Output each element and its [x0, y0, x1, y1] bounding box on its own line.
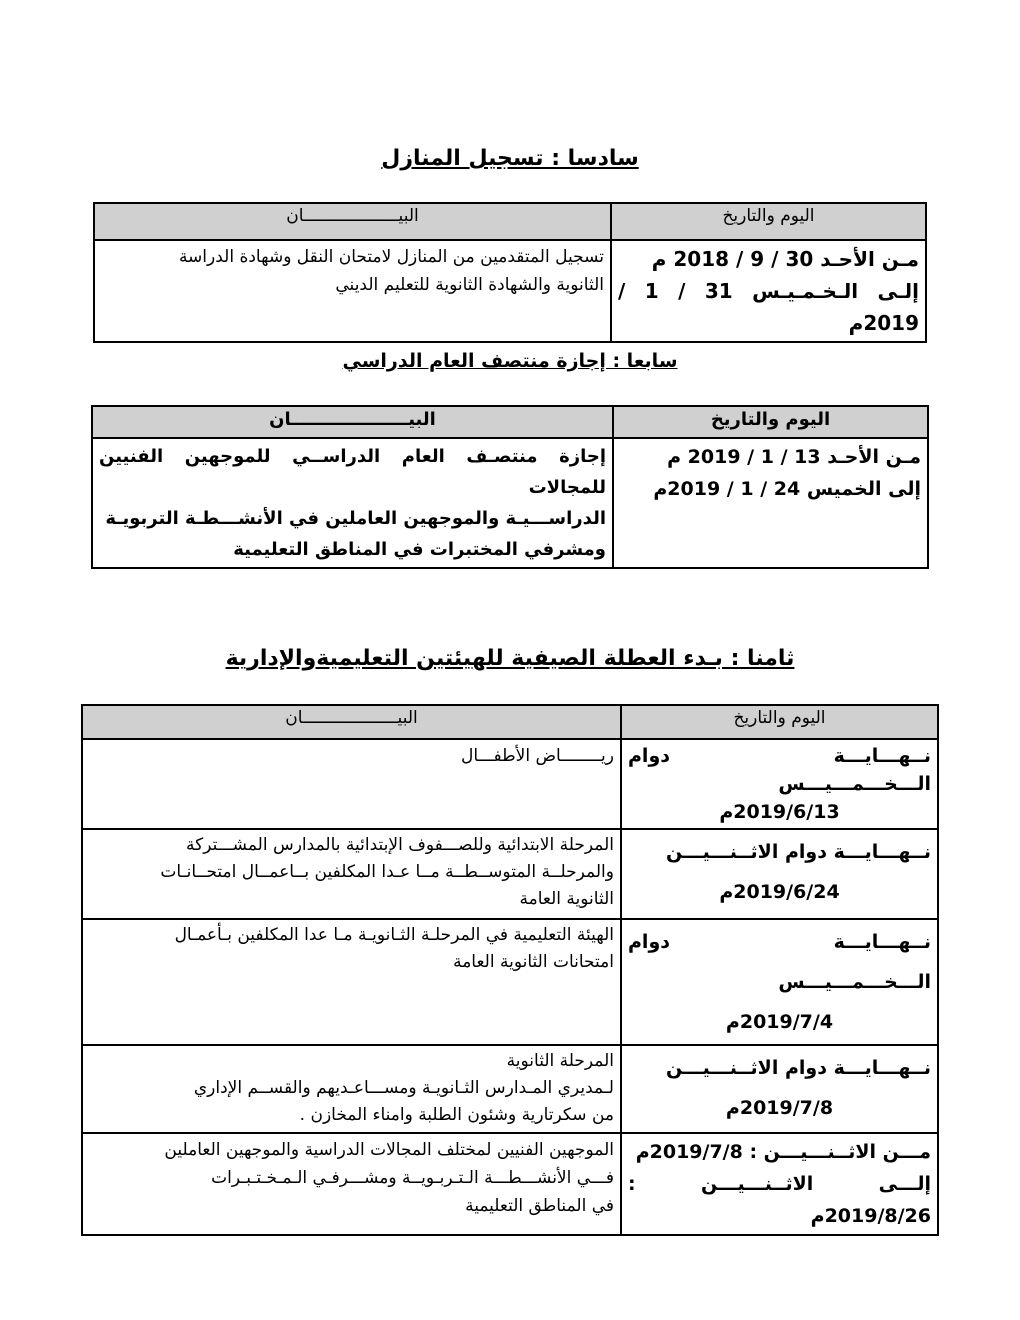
- date-line: مـن الأحـد 30 / 9 / 2018 م: [651, 247, 919, 271]
- col-header-date: اليوم والتاريخ: [621, 705, 938, 739]
- description-cell: [82, 1045, 621, 1133]
- date-cell: [613, 438, 928, 568]
- description-cell: [82, 829, 621, 919]
- col-header-date: اليوم والتاريخ: [613, 406, 928, 438]
- description-line: لـمديري المـدارس الثـانويـة ومســـاعـديهم والقســم الإداري: [193, 1078, 614, 1098]
- date-line: نــهـــايـــة دوام الاثــنـــيـــن: [665, 841, 931, 863]
- date-line: إلى الخميس 24 / 1 / 2019م: [653, 478, 921, 500]
- section7-table: [91, 405, 929, 569]
- date-line: 2019/6/13م: [719, 801, 840, 823]
- date-cell: [621, 1133, 938, 1235]
- date-line: نــهـــايـــة دوام الـــخـــمـــيـــس: [628, 745, 931, 795]
- date-cell: [611, 240, 926, 342]
- description-line: الدراســـيـة والموجهين العاملين في الأنشـــطـة التربويـة: [105, 508, 606, 529]
- description-line: المرحلة الثانوية: [506, 1051, 614, 1071]
- table-row: [94, 240, 926, 342]
- section6-title: سادسا : تسجيل المنازل: [381, 146, 639, 171]
- table-row: [82, 1045, 938, 1133]
- col-header-description: البيـــــــــــــــــــان: [94, 203, 611, 240]
- description-line: تسجيل المتقدمين من المنازل لامتحان النقل وشهادة الدراسة: [178, 247, 604, 267]
- date-cell: [621, 739, 938, 829]
- description-cell: [82, 739, 621, 829]
- description-line: امتحانات الثانوية العامة: [453, 952, 614, 972]
- date-cell: [621, 919, 938, 1045]
- date-line: نــهـــايـــة دوام الـــخـــمـــيـــس: [628, 931, 931, 993]
- col-header-description: البيـــــــــــــــــــان: [92, 406, 613, 438]
- date-cell: [621, 829, 938, 919]
- date-line: مـن الأحـد 13 / 1 / 2019 م: [667, 446, 921, 468]
- col-header-description: البيـــــــــــــــــــان: [82, 705, 621, 739]
- description-line: فـــي الأنشـــطـــة الـتـربـويــة ومشـــرفـي الـمـخـتـبـرات: [211, 1168, 614, 1188]
- section6-table: [93, 202, 927, 343]
- col-header-date: اليوم والتاريخ: [611, 203, 926, 240]
- description-line: الثانوية العامة: [519, 889, 614, 909]
- table-row: [82, 919, 938, 1045]
- description-line: إجازة منتصـف العام الدراســي للموجهين الفنيين للمجالات: [99, 446, 606, 498]
- description-line: والمرحلــة المتوســطــة مــا عـدا المكلفين بــاعمــال امتحــانـات: [160, 862, 614, 882]
- table-row: [82, 739, 938, 829]
- table-header-row: [94, 203, 926, 240]
- table-row: [92, 438, 928, 568]
- date-line: إلـى الـخـمـيـس 31 / 1 / 2019م: [618, 279, 919, 335]
- description-cell: [82, 1133, 621, 1235]
- description-cell: [82, 919, 621, 1045]
- date-line: 2019/7/8م: [725, 1097, 834, 1119]
- date-line: 2019/6/24م: [719, 881, 840, 903]
- description-line: الموجهين الفنيين لمختلف المجالات الدراسية والموجهين العاملين: [164, 1140, 614, 1160]
- description-line: المرحلة الابتدائية وللصـــفوف الإبتدائية بالمدارس المشـــتركة: [186, 835, 614, 855]
- description-line: ومشرفي المختبرات في المناطق التعليمية: [233, 539, 606, 560]
- date-line: نــهـــايـــة دوام الاثــنـــيـــن: [665, 1057, 931, 1079]
- description-line: ريــــــــاض الأطفـــال: [461, 746, 614, 766]
- section7-title: سابعا : إجازة منتصف العام الدراسي: [342, 350, 678, 372]
- table-header-row: [92, 406, 928, 438]
- date-cell: [621, 1045, 938, 1133]
- section8-title: ثامنا : بـدء العطلة الصيفية للهيئتين التعليميةوالإدارية: [225, 646, 795, 671]
- section8-table: [81, 704, 939, 1236]
- description-line: في المناطق التعليمية: [465, 1196, 614, 1216]
- description-line: من سكرتارية وشئون الطلبة وامناء المخازن .: [299, 1105, 614, 1125]
- date-line: 2019/7/4م: [725, 1011, 834, 1033]
- description-cell: [92, 438, 613, 568]
- date-line: إلـــى الاثــنـــيـــن : 2019/8/26م: [628, 1173, 931, 1227]
- description-line: الثانوية والشهادة الثانوية للتعليم الديني: [335, 275, 604, 295]
- table-row: [82, 829, 938, 919]
- description-line: الهيئة التعليمية في المرحلـة الثـانويـة مـا عدا المكلفين بـأعمـال: [174, 925, 614, 945]
- table-header-row: [82, 705, 938, 739]
- table-row: [82, 1133, 938, 1235]
- date-line: مـــن الاثــنـــيـــن : 2019/7/8م: [635, 1141, 931, 1163]
- description-cell: [94, 240, 611, 342]
